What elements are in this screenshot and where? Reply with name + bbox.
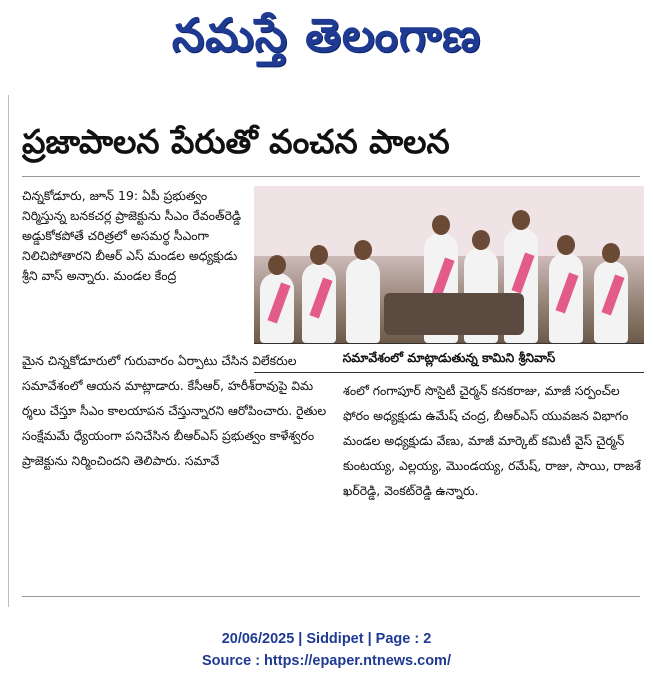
headline-divider [22, 176, 640, 177]
photo-person-head [472, 230, 490, 250]
photo-caption: సమావేశంలో మాట్లాడుతున్న కామిని శ్రీనివాస్ [254, 343, 644, 373]
body-left-paragraph: మైన చిన్నకోడూరులో గురువారం ఏర్పాటు చేసిన విలేకరుల సమావేశంలో ఆయన మాట్లాడారు. కేసీఆర్, హరీశ్‌రావుపై విమ ర్శలు చేస్తూ సీఎం కాలయాపన చేస్తున్నారని ఆరోపించారు. రైతుల సంక్షేమమే ధ్యేయంగా పనిచేసిన బీఆర్‌ఎస్ ప్రభుత్వం కాళేశ్వరం ప్రాజెక్టును నిర్మించిందని తెలిపారు. సమావే [22, 353, 327, 468]
lead-paragraph: చిన్నకోడూరు, జూన్ 19: ఏపీ ప్రభుత్వం నిర్మిస్తున్న బనకచర్ల ప్రాజెక్టును సీఎం రేవంత్‌రెడ్డి అడ్డుకోకపోతే చరిత్రలో అసమర్థ సీఎంగా నిలిచిపోతారని బీఆర్ ఎస్ మండల అధ్యక్షుడు శ్రీని వాస్ అన్నారు. మండల కేంద్ర [22, 188, 242, 283]
article-lead-column [22, 186, 250, 346]
article-photo [254, 186, 644, 343]
photo-table [384, 293, 524, 335]
article-headline: ప్రజాపాలన పేరుతో వంచన పాలన [22, 122, 450, 161]
photo-person-head [512, 210, 530, 230]
photo-person-head [432, 215, 450, 235]
masthead-title: నమస్తే తెలంగాణ [171, 8, 482, 62]
footer-date-edition: 20/06/2025 | Siddipet | Page : 2 [221, 631, 432, 647]
newspaper-masthead [0, 0, 653, 82]
photo-person-head [310, 245, 328, 265]
article-bottom-divider [22, 596, 640, 597]
photo-person-head [602, 243, 620, 263]
page-footer [0, 628, 653, 672]
footer-source: Source : https://epaper.ntnews.com/ [202, 653, 451, 669]
photo-person-head [268, 255, 286, 275]
body-right-paragraph: శంలో గంగాపూర్ సొసైటీ చైర్మన్ కనకరాజు, మాజీ సర్పంచ్‌ల ఫోరం అధ్యక్షుడు ఉమేష్ చంద్ర, బీఆర్‌ఎస్ యువజన విభాగం మండల అధ్యక్షుడు వేణు, మాజీ మార్కెట్ కమిటీ వైస్ చైర్మన్ కుంటయ్య, ఎల్లయ్య, మొండయ్య, రమేష్, రాజు, సాయి, రాజశే ఖర్‌రెడ్డి, వెంకట్‌రెడ్డి ఉన్నారు. [343, 383, 641, 498]
photo-person [346, 258, 380, 343]
photo-person-head [354, 240, 372, 260]
photo-person-head [557, 235, 575, 255]
article-body-left-column [22, 348, 340, 578]
article-body-right-column [343, 378, 643, 578]
